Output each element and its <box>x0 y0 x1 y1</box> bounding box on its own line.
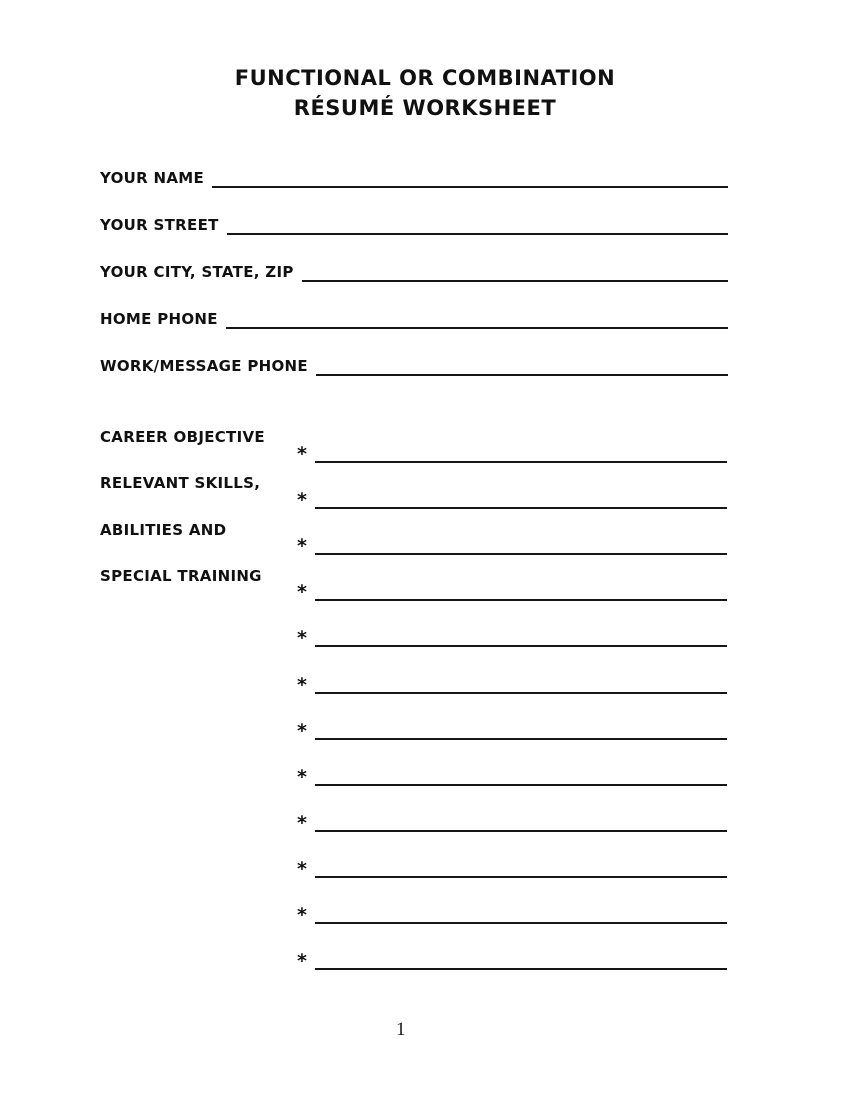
your-name-label: YOUR NAME <box>100 169 205 187</box>
section-label-relevant-skills: RELEVANT SKILLS, <box>100 474 261 492</box>
worksheet-title <box>0 63 850 123</box>
asterisk-bullet-icon: * <box>297 720 307 742</box>
your-name-input-line[interactable] <box>212 169 728 188</box>
bullet-line-item <box>297 952 727 970</box>
bullet-line-item <box>297 722 727 740</box>
work-message-phone-input-line[interactable] <box>316 357 728 376</box>
bullet-line-item <box>297 814 727 832</box>
bullet-line-item <box>297 768 727 786</box>
skill-input-line-2[interactable] <box>315 489 727 509</box>
field-row-your-name <box>100 169 728 188</box>
skill-input-line-4[interactable] <box>315 581 727 601</box>
skill-input-line-10[interactable] <box>315 858 727 878</box>
skill-input-line-5[interactable] <box>315 627 727 647</box>
bullet-line-item <box>297 629 727 647</box>
bullet-line-item <box>297 676 727 694</box>
asterisk-bullet-icon: * <box>297 950 307 972</box>
skill-input-line-6[interactable] <box>315 674 727 694</box>
asterisk-bullet-icon: * <box>297 812 307 834</box>
asterisk-bullet-icon: * <box>297 443 307 465</box>
asterisk-bullet-icon: * <box>297 674 307 696</box>
city-state-zip-input-line[interactable] <box>302 263 728 282</box>
bullet-line-item <box>297 860 727 878</box>
section-label-abilities-and: ABILITIES AND <box>100 521 227 539</box>
title-line-2: RÉSUMÉ WORKSHEET <box>293 96 557 120</box>
bullet-line-item <box>297 583 727 601</box>
page-number: 1 <box>396 1019 406 1040</box>
skill-input-line-1[interactable] <box>315 443 727 463</box>
your-street-label: YOUR STREET <box>100 216 219 234</box>
skill-input-line-9[interactable] <box>315 812 727 832</box>
your-street-input-line[interactable] <box>227 216 728 235</box>
home-phone-label: HOME PHONE <box>100 310 218 328</box>
section-label-career-objective: CAREER OBJECTIVE <box>100 428 265 446</box>
city-state-zip-label: YOUR CITY, STATE, ZIP <box>100 263 294 281</box>
field-row-city-state-zip <box>100 263 728 282</box>
bullet-line-item <box>297 537 727 555</box>
skill-input-line-3[interactable] <box>315 535 727 555</box>
field-row-work-message-phone <box>100 357 728 376</box>
asterisk-bullet-icon: * <box>297 766 307 788</box>
skill-input-line-7[interactable] <box>315 720 727 740</box>
skill-input-line-12[interactable] <box>315 950 727 970</box>
title-line-1: FUNCTIONAL OR COMBINATION <box>234 66 616 90</box>
work-message-phone-label: WORK/MESSAGE PHONE <box>100 357 308 375</box>
bullet-line-item <box>297 906 727 924</box>
bullet-line-item <box>297 491 727 509</box>
asterisk-bullet-icon: * <box>297 581 307 603</box>
home-phone-input-line[interactable] <box>226 310 728 329</box>
asterisk-bullet-icon: * <box>297 489 307 511</box>
skill-input-line-8[interactable] <box>315 766 727 786</box>
asterisk-bullet-icon: * <box>297 535 307 557</box>
field-row-home-phone <box>100 310 728 329</box>
asterisk-bullet-icon: * <box>297 904 307 926</box>
section-label-special-training: SPECIAL TRAINING <box>100 567 262 585</box>
skill-input-line-11[interactable] <box>315 904 727 924</box>
bullet-line-item <box>297 445 727 463</box>
asterisk-bullet-icon: * <box>297 858 307 880</box>
asterisk-bullet-icon: * <box>297 627 307 649</box>
field-row-your-street <box>100 216 728 235</box>
